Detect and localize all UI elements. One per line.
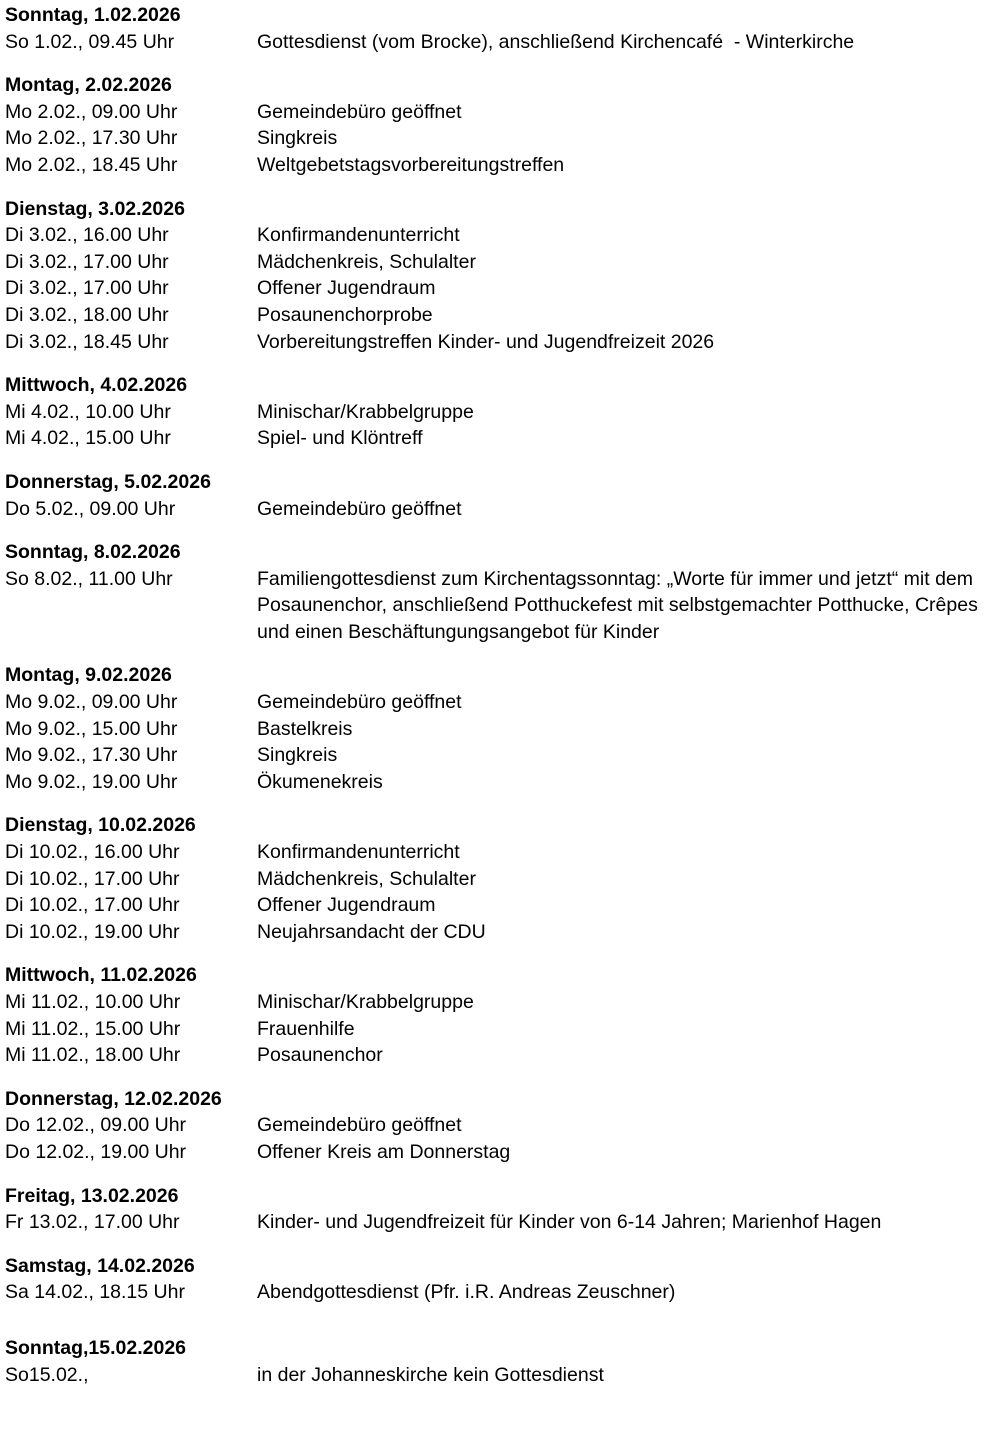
event-time: Mo 2.02., 09.00 Uhr — [5, 100, 178, 123]
event-row — [5, 989, 1000, 1016]
day-header: Donnerstag, 5.02.2026 — [5, 470, 211, 493]
event-time: Mi 11.02., 10.00 Uhr — [5, 991, 181, 1013]
event-description: Offener Jugendraum — [257, 277, 436, 300]
event-time: Do 12.02., 19.00 Uhr — [5, 1140, 187, 1163]
event-description: Gemeindebüro geöffnet — [257, 691, 462, 714]
event-description: Singkreis — [257, 744, 338, 767]
event-row — [5, 222, 1000, 249]
event-description: Gemeindebüro geöffnet — [257, 1114, 462, 1137]
event-row — [5, 249, 1000, 276]
day-header: Sonntag,15.02.2026 — [5, 1336, 187, 1359]
event-time: Mi 11.02., 18.00 Uhr — [5, 1044, 181, 1067]
event-description: in der Johanneskirche kein Gottesdienst — [257, 1363, 604, 1386]
event-row — [5, 425, 1000, 452]
event-description: Familiengottesdienst zum Kirchentagssonntag: „Worte für immer und jetzt“ mit dem Posaunenchor, anschließend Potthuckefest mit selbstgemachter Potthucke, Crêpes und einen Beschäftungungsangebot für Kinder — [257, 567, 984, 643]
event-row — [5, 892, 1000, 919]
day-section — [5, 372, 1000, 452]
event-description: Mädchenkreis, Schulalter — [257, 250, 476, 273]
event-description: Mädchenkreis, Schulalter — [257, 867, 476, 890]
event-description: Posaunenchorprobe — [257, 303, 433, 326]
event-row — [5, 1112, 1000, 1139]
event-time: So15.02., — [5, 1363, 89, 1386]
event-time: Di 10.02., 16.00 Uhr — [5, 841, 180, 864]
event-time: Di 3.02., 17.00 Uhr — [5, 277, 169, 300]
day-header: Mittwoch, 11.02.2026 — [5, 964, 197, 987]
event-row — [5, 125, 1000, 152]
event-time: Fr 13.02., 17.00 Uhr — [5, 1211, 180, 1234]
event-time: Mo 9.02., 15.00 Uhr — [5, 717, 178, 740]
event-time: Do 5.02., 09.00 Uhr — [5, 497, 176, 520]
event-time: Di 10.02., 17.00 Uhr — [5, 867, 180, 890]
event-description: Gemeindebüro geöffnet — [257, 497, 462, 520]
event-row — [5, 399, 1000, 426]
day-section — [5, 1086, 1000, 1166]
event-row — [5, 866, 1000, 893]
day-header: Montag, 2.02.2026 — [5, 74, 172, 97]
event-description: Abendgottesdienst (Pfr. i.R. Andreas Zeuschner) — [257, 1281, 676, 1304]
event-time: Di 10.02., 17.00 Uhr — [5, 894, 180, 917]
event-row — [5, 919, 1000, 946]
event-description: Minischar/Krabbelgruppe — [257, 400, 474, 423]
day-header: Montag, 9.02.2026 — [5, 664, 172, 687]
day-header: Dienstag, 10.02.2026 — [5, 814, 196, 837]
event-row — [5, 1139, 1000, 1166]
day-section — [5, 1253, 1000, 1306]
day-section — [5, 812, 1000, 945]
event-time: Mi 4.02., 10.00 Uhr — [5, 400, 171, 423]
event-time: Mo 9.02., 19.00 Uhr — [5, 770, 178, 793]
day-section — [5, 1335, 1000, 1388]
day-section — [5, 2, 1000, 55]
event-time: Mo 9.02., 17.30 Uhr — [5, 744, 178, 767]
event-time: Mo 2.02., 17.30 Uhr — [5, 127, 178, 150]
event-time: Do 12.02., 09.00 Uhr — [5, 1114, 187, 1137]
day-header: Donnerstag, 12.02.2026 — [5, 1087, 222, 1110]
event-row — [5, 566, 1000, 646]
day-header: Dienstag, 3.02.2026 — [5, 197, 185, 220]
event-time: Di 3.02., 17.00 Uhr — [5, 250, 169, 273]
event-time: Di 10.02., 19.00 Uhr — [5, 920, 180, 943]
event-description: Gottesdienst (vom Brocke), anschließend Kirchencafé - Winterkirche — [257, 30, 855, 53]
event-row — [5, 839, 1000, 866]
event-time: Mi 4.02., 15.00 Uhr — [5, 427, 171, 450]
day-section — [5, 539, 1000, 645]
day-section — [5, 469, 1000, 522]
event-row — [5, 1362, 1000, 1389]
event-row — [5, 769, 1000, 796]
event-description: Offener Kreis am Donnerstag — [257, 1140, 511, 1163]
event-row — [5, 1209, 1000, 1236]
event-time: Di 3.02., 16.00 Uhr — [5, 224, 169, 247]
event-time: So 8.02., 11.00 Uhr — [5, 567, 173, 590]
day-header: Sonntag, 8.02.2026 — [5, 541, 181, 564]
event-description: Weltgebetstagsvorbereitungstreffen — [257, 153, 565, 176]
event-row — [5, 302, 1000, 329]
day-section — [5, 962, 1000, 1068]
day-section — [5, 1183, 1000, 1236]
day-header: Samstag, 14.02.2026 — [5, 1254, 195, 1277]
event-row — [5, 496, 1000, 523]
event-row — [5, 742, 1000, 769]
event-time: Di 3.02., 18.45 Uhr — [5, 330, 169, 353]
day-header: Mittwoch, 4.02.2026 — [5, 374, 188, 397]
event-description: Konfirmandenunterricht — [257, 841, 460, 864]
event-row — [5, 152, 1000, 179]
event-time: Di 3.02., 18.00 Uhr — [5, 303, 169, 326]
event-time: Mo 9.02., 09.00 Uhr — [5, 691, 178, 714]
event-description: Frauenhilfe — [257, 1017, 355, 1040]
event-time: Mi 11.02., 15.00 Uhr — [5, 1017, 181, 1040]
event-calendar — [5, 2, 1000, 1388]
event-description: Gemeindebüro geöffnet — [257, 100, 462, 123]
day-section — [5, 662, 1000, 795]
day-header: Freitag, 13.02.2026 — [5, 1184, 179, 1207]
event-description: Minischar/Krabbelgruppe — [257, 991, 474, 1013]
event-row — [5, 99, 1000, 126]
event-description: Bastelkreis — [257, 717, 353, 740]
event-description: Konfirmandenunterricht — [257, 224, 460, 247]
event-row — [5, 1279, 1000, 1306]
event-row — [5, 29, 1000, 56]
event-description: Singkreis — [257, 127, 338, 150]
event-row — [5, 1042, 1000, 1069]
event-time: So 1.02., 09.45 Uhr — [5, 30, 175, 53]
event-description: Kinder- und Jugendfreizeit für Kinder von 6-14 Jahren; Marienhof Hagen — [257, 1211, 882, 1234]
day-header: Sonntag, 1.02.2026 — [5, 4, 181, 26]
event-description: Posaunenchor — [257, 1044, 383, 1067]
event-row — [5, 1016, 1000, 1043]
event-time: Sa 14.02., 18.15 Uhr — [5, 1281, 185, 1304]
event-description: Ökumenekreis — [257, 770, 383, 793]
event-row — [5, 716, 1000, 743]
event-description: Neujahrsandacht der CDU — [257, 920, 486, 943]
day-section — [5, 196, 1000, 356]
event-description: Offener Jugendraum — [257, 894, 436, 917]
event-description: Vorbereitungstreffen Kinder- und Jugendfreizeit 2026 — [257, 330, 715, 353]
event-row — [5, 689, 1000, 716]
event-row — [5, 329, 1000, 356]
event-description: Spiel- und Klöntreff — [257, 427, 423, 450]
day-section — [5, 72, 1000, 178]
event-time: Mo 2.02., 18.45 Uhr — [5, 153, 178, 176]
event-row — [5, 275, 1000, 302]
